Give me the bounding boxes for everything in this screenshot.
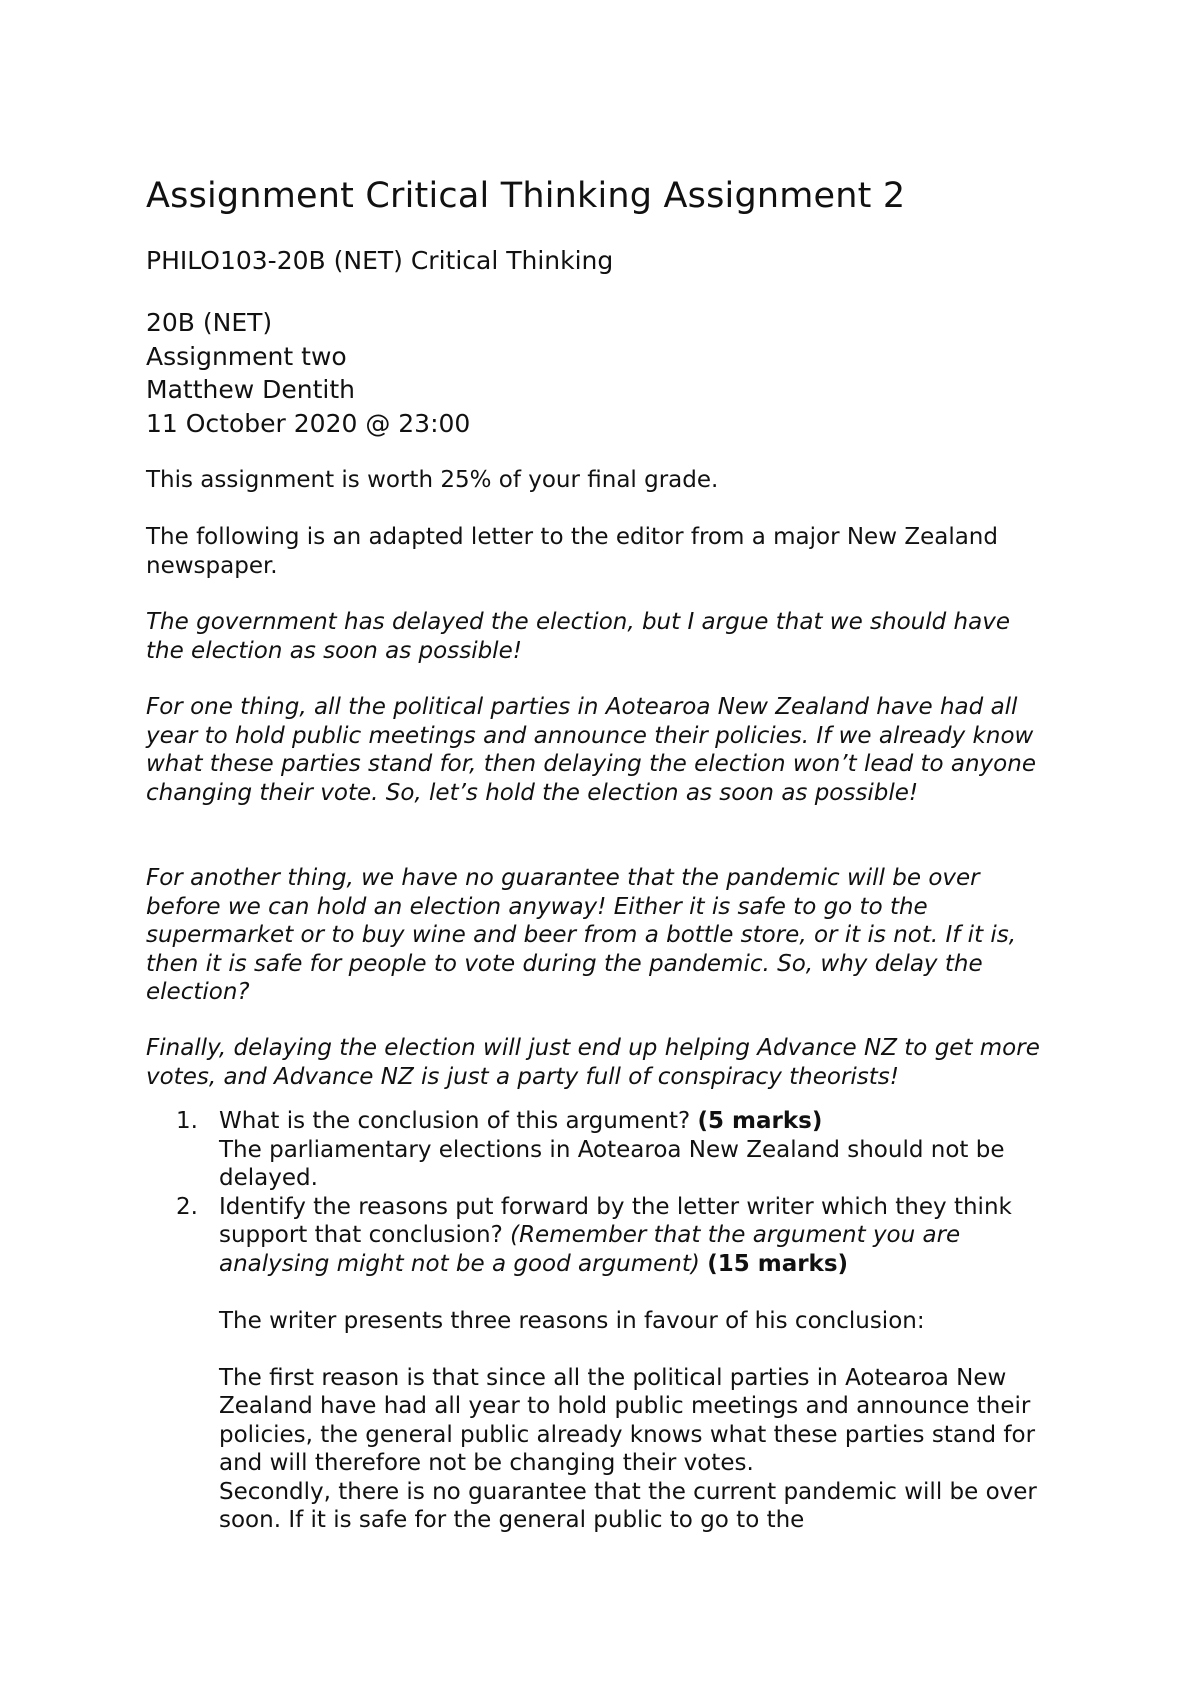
answer-text: The parliamentary elections in Aotearoa New Zealand should not be delayed. — [219, 1136, 1005, 1191]
question-text: What is the conclusion of this argument? — [219, 1108, 691, 1134]
letter-paragraph: For another thing, we have no guarantee that the pandemic will be over before we can hold an election anyway! Either it is safe to go to the supermarket or to buy wine and beer from a bottle store, or it is not. If it is, then it is safe for people to vote during the pandemic. So, why delay the election? — [146, 865, 1017, 1005]
letter-paragraph: The government has delayed the election, but I argue that we should have the election as soon as possible! — [146, 609, 1010, 664]
answer-intro: The writer presents three reasons in favour of his conclusion: — [219, 1307, 925, 1334]
question-marks: (15 marks) — [707, 1250, 849, 1277]
question-number: 2. — [176, 1193, 198, 1220]
letter-intro: The following is an adapted letter to the editor from a major New Zealand newspaper. — [146, 524, 998, 579]
answer-paragraph: Secondly, there is no guarantee that the current pandemic will be over soon. If it is safe for the general public to go to the — [219, 1478, 1037, 1533]
document-title: Assignment Critical Thinking Assignment 2 — [146, 176, 906, 216]
meta-line: 20B (NET) — [146, 308, 273, 337]
letter-paragraph: Finally, delaying the election will just end up helping Advance NZ to get more votes, and Advance NZ is just a party full of conspiracy theorists! — [146, 1035, 1040, 1090]
meta-line: 11 October 2020 @ 23:00 — [146, 408, 471, 438]
question-note: (Remember that the argument you are analysing might not be a good argument) — [219, 1222, 961, 1277]
meta-line: Matthew Dentith — [146, 375, 355, 404]
course-name: PHILO103-20B (NET) Critical Thinking — [146, 246, 614, 275]
letter-paragraph: For one thing, all the political parties in Aotearoa New Zealand have had all year to hold public meetings and announce their policies. If we already know what these parties stand for, then delaying the election won’t lead to anyone changing their vote. So, let’s hold the election as soon as possible! — [146, 694, 1036, 806]
meta-line: Assignment two — [146, 341, 347, 371]
question-text: Identify the reasons put forward by the letter writer which they think support that conclusion? — [219, 1193, 1012, 1248]
assignment-meta — [146, 306, 470, 440]
grade-worth: This assignment is worth 25% of your final grade. — [146, 467, 719, 493]
question-item — [146, 1193, 1076, 1535]
question-item — [146, 1107, 1076, 1193]
question-marks: (5 marks) — [697, 1108, 823, 1134]
question-number: 1. — [176, 1108, 198, 1134]
question-list — [146, 1107, 1076, 1535]
answer-paragraph: The first reason is that since all the political parties in Aotearoa New Zealand have had all year to hold public meetings and announce their policies, the general public already knows what these parties stand for and will therefore not be changing their votes. — [219, 1364, 1036, 1476]
